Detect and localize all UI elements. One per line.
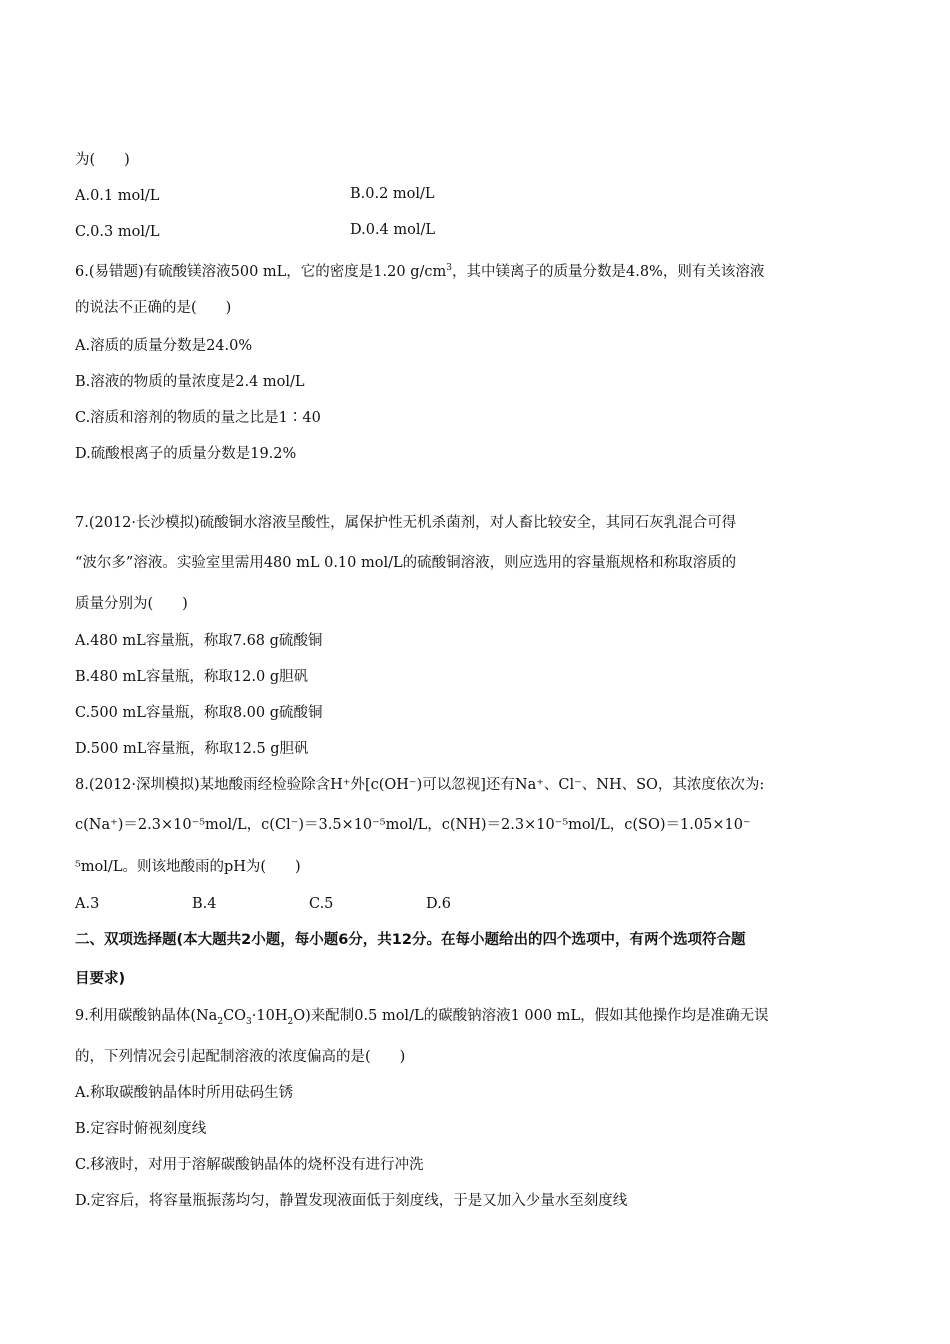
q7-option-a: A.480 mL容量瓶，称取7.68 g硫酸铜 [75, 633, 323, 649]
q8-option-b: B.4 [192, 896, 217, 912]
q8-options-row [75, 894, 451, 914]
q9-option-c: C.移液时，对用于溶解碳酸钠晶体的烧杯没有进行冲洗 [75, 1157, 424, 1173]
q8-option-c: C.5 [309, 896, 334, 912]
q8-option-d: D.6 [426, 896, 451, 912]
section-2-heading-line-2: 目要求) [75, 971, 126, 987]
q6-option-c: C.溶质和溶剂的物质的量之比是1∶40 [75, 410, 321, 426]
q5-option-b: B.0.2 mol/L [350, 186, 435, 202]
q9-sub-1: 2 [217, 1016, 224, 1027]
section-2-heading-line-1: 二、双项选择题(本大题共2小题，每小题6分，共12分。在每小题给出的四个选项中，有两个选项符合题 [75, 932, 746, 948]
q8-stem-line-2: c(Na⁺)＝2.3×10⁻⁵mol/L，c(Cl⁻)＝3.5×10⁻⁵mol/L，c(NH)＝2.3×10⁻⁵mol/L，c(SO)＝1.05×10⁻ [75, 817, 751, 833]
q5-option-d: D.0.4 mol/L [350, 222, 436, 238]
q6-stem-1-post: ，其中镁离子的质量分数是4.8%，则有关该溶液 [451, 263, 765, 280]
q6-option-a: A.溶质的质量分数是24.0% [75, 338, 253, 354]
q9-stem-line-2: 的，下列情况会引起配制溶液的浓度偏高的是( ) [75, 1049, 406, 1065]
q7-stem-line-3: 质量分别为( ) [75, 596, 188, 612]
q7-option-d: D.500 mL容量瓶，称取12.5 g胆矾 [75, 741, 309, 757]
q9-mid-2: ·10H [251, 1008, 288, 1024]
q9-option-d: D.定容后，将容量瓶振荡均匀，静置发现液面低于刻度线，于是又加入少量水至刻度线 [75, 1193, 628, 1209]
q8-stem-line-3: ⁵mol/L。则该地酸雨的pH为( ) [75, 859, 301, 875]
q5-option-a: A.0.1 mol/L [75, 188, 160, 204]
q6-stem-1-sup: 3 [446, 263, 452, 273]
q7-stem-line-1: 7.(2012·长沙模拟)硫酸铜水溶液呈酸性，属保护性无机杀菌剂，对人畜比较安全，其同石灰乳混合可得 [75, 515, 737, 531]
q9-sub-3: 2 [287, 1016, 294, 1027]
q5-options-row-2 [75, 222, 160, 242]
q6-stem-line-1 [75, 258, 764, 282]
q7-option-b: B.480 mL容量瓶，称取12.0 g胆矾 [75, 669, 309, 685]
q9-stem-1-post: O)来配制0.5 mol/L的碳酸钠溶液1 000 mL，假如其他操作均是准确无误 [293, 1008, 769, 1024]
q5-options-row-1 [75, 186, 159, 206]
q5-option-c: C.0.3 mol/L [75, 224, 160, 240]
q9-mid-1: CO [223, 1008, 247, 1024]
q7-option-c: C.500 mL容量瓶，称取8.00 g硫酸铜 [75, 705, 323, 721]
q7-stem-line-2: “波尔多”溶液。实验室里需用480 mL 0.10 mol/L的硫酸铜溶液，则应选用的容量瓶规格和称取溶质的 [75, 555, 737, 571]
q6-stem-line-2: 的说法不正确的是( ) [75, 300, 232, 316]
q9-stem-line-1 [75, 1006, 769, 1032]
q9-sub-2: 3 [246, 1016, 252, 1027]
q8-option-a: A.3 [75, 896, 100, 912]
q9-option-b: B.定容时俯视刻度线 [75, 1121, 207, 1137]
q6-stem-1-pre: 6.(易错题)有硫酸镁溶液500 mL，它的密度是1.20 g/cm [75, 263, 447, 280]
q6-option-b: B.溶液的物质的量浓度是2.4 mol/L [75, 374, 305, 390]
q6-option-d: D.硫酸根离子的质量分数是19.2% [75, 446, 297, 462]
q9-stem-1-pre: 9.利用碳酸钠晶体(Na [75, 1008, 218, 1024]
q9-option-a: A.称取碳酸钠晶体时所用砝码生锈 [75, 1085, 294, 1101]
q5-stem-end: 为( ) [75, 152, 130, 168]
q8-stem-line-1: 8.(2012·深圳模拟)某地酸雨经检验除含H⁺外[c(OH⁻)可以忽视]还有Na⁺、Cl⁻、NH、SO，其浓度依次为: [75, 777, 765, 793]
